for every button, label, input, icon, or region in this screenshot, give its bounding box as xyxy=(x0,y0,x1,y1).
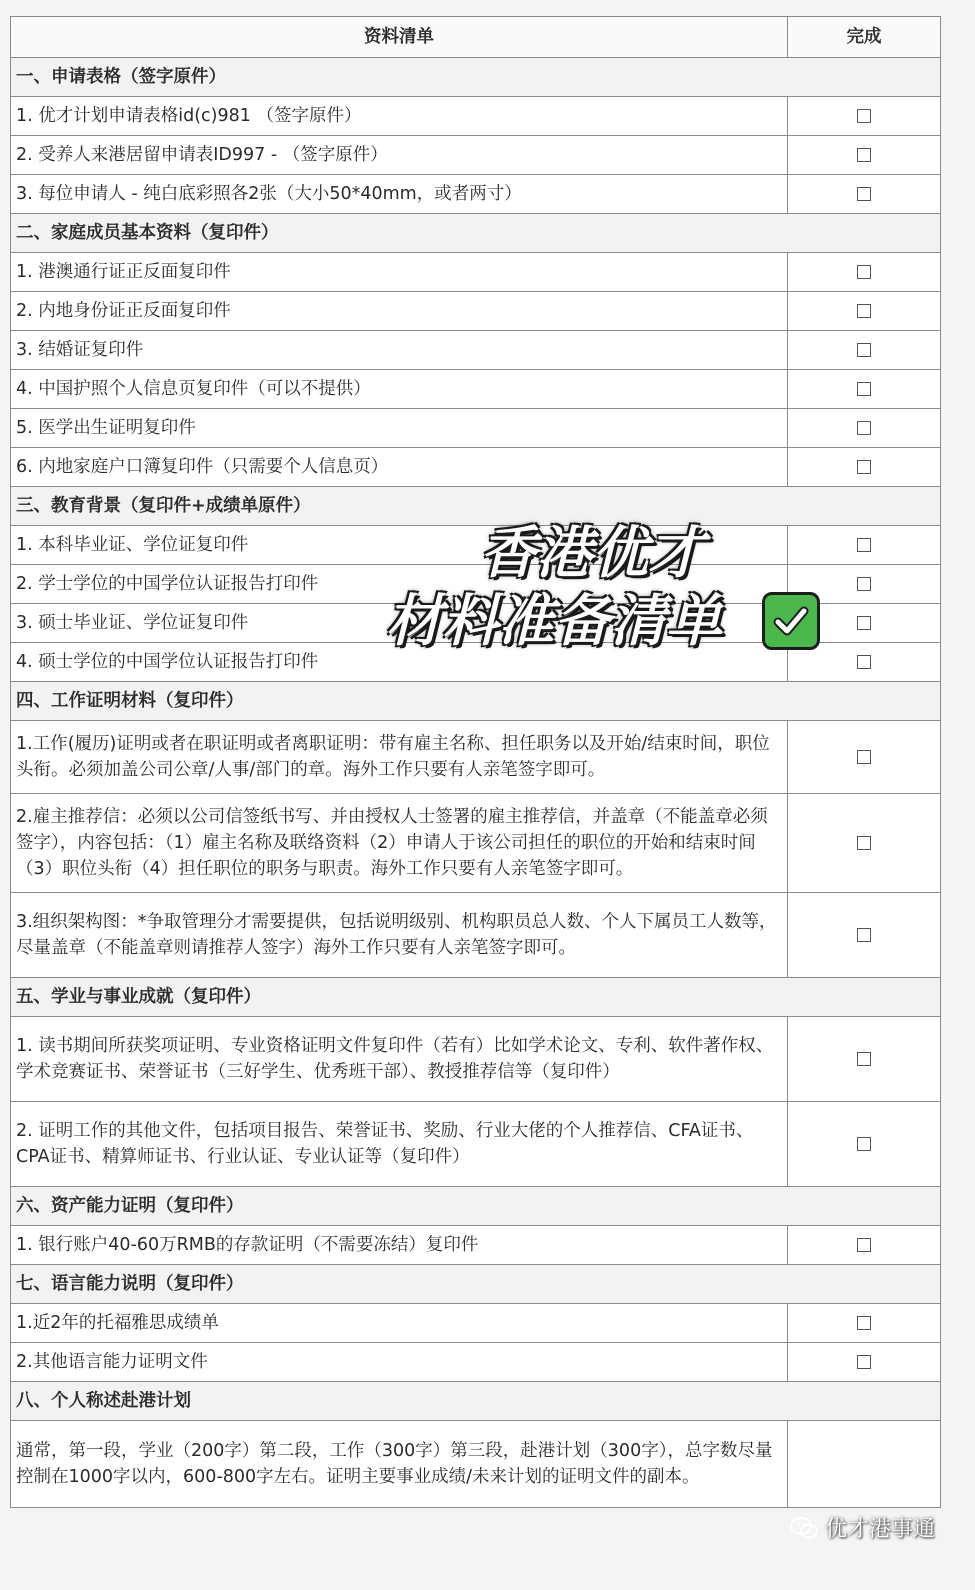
column-header-done: 完成 xyxy=(788,17,941,58)
list-item: 3. 结婚证复印件 xyxy=(11,331,788,370)
checkbox[interactable] xyxy=(857,187,871,201)
checkbox[interactable] xyxy=(857,538,871,552)
list-item: 1.工作(履历)证明或者在职证明或者离职证明：带有雇主名称、担任职务以及开始/结束时间，职位头衔。必须加盖公司公章/人事/部门的章。海外工作只要有人亲笔签字即可。 xyxy=(11,721,788,794)
list-item: 4. 硕士学位的中国学位认证报告打印件 xyxy=(11,643,788,682)
checkbox[interactable] xyxy=(857,1355,871,1369)
list-item: 1.近2年的托福雅思成绩单 xyxy=(11,1304,788,1343)
section-row-family-info xyxy=(11,214,941,253)
list-item: 1. 本科毕业证、学位证复印件 xyxy=(11,526,788,565)
checkbox[interactable] xyxy=(857,836,871,850)
watermark xyxy=(789,1512,935,1543)
table-header-row xyxy=(11,17,941,58)
section-title: 八、个人称述赴港计划 xyxy=(11,1382,788,1421)
checkbox[interactable] xyxy=(857,616,871,630)
list-item: 2. 内地身份证正反面复印件 xyxy=(11,292,788,331)
section-title: 三、教育背景（复印件+成绩单原件） xyxy=(11,487,788,526)
list-item: 5. 医学出生证明复印件 xyxy=(11,409,788,448)
list-item: 3.组织架构图：*争取管理分才需要提供，包括说明级别、机构职员总人数、个人下属员工人数等，尽量盖章（不能盖章则请推荐人签字）海外工作只要有人亲笔签字即可。 xyxy=(11,893,788,978)
watermark-text: 优才港事通 xyxy=(824,1517,935,1542)
list-item: 通常，第一段，学业（200字）第二段，工作（300字）第三段，赴港计划（300字），总字数尽量控制在1000字以内，600-800字左右。证明主要事业成绩/未来计划的证明文件的副本。 xyxy=(11,1421,788,1508)
list-item: 3. 硕士毕业证、学位证复印件 xyxy=(11,604,788,643)
column-header-items: 资料清单 xyxy=(11,17,788,58)
checkbox[interactable] xyxy=(857,750,871,764)
section-title: 四、工作证明材料（复印件） xyxy=(11,682,788,721)
checkbox[interactable] xyxy=(857,148,871,162)
checkbox[interactable] xyxy=(857,928,871,942)
checkbox[interactable] xyxy=(857,1238,871,1252)
checkbox[interactable] xyxy=(857,421,871,435)
checkbox[interactable] xyxy=(857,460,871,474)
list-item: 2. 学士学位的中国学位认证报告打印件 xyxy=(11,565,788,604)
section-row-achievements xyxy=(11,978,941,1017)
checkbox[interactable] xyxy=(857,1137,871,1151)
checkbox[interactable] xyxy=(857,343,871,357)
list-item: 6. 内地家庭户口簿复印件（只需要个人信息页） xyxy=(11,448,788,487)
list-item: 1. 优才计划申请表格id(c)981 （签字原件） xyxy=(11,97,788,136)
list-item: 1. 港澳通行证正反面复印件 xyxy=(11,253,788,292)
section-row-personal-statement xyxy=(11,1382,941,1421)
section-title: 一、申请表格（签字原件） xyxy=(11,58,788,97)
list-item: 1. 银行账户40-60万RMB的存款证明（不需要冻结）复印件 xyxy=(11,1226,788,1265)
section-title: 五、学业与事业成就（复印件） xyxy=(11,978,788,1017)
section-row-education xyxy=(11,487,941,526)
section-row-application-forms xyxy=(11,58,941,97)
section-title: 七、语言能力说明（复印件） xyxy=(11,1265,788,1304)
list-item: 2.其他语言能力证明文件 xyxy=(11,1343,788,1382)
checkbox[interactable] xyxy=(857,655,871,669)
list-item: 1. 读书期间所获奖项证明、专业资格证明文件复印件（若有）比如学术论文、专利、软件著作权、学术竞赛证书、荣誉证书（三好学生、优秀班干部）、教授推荐信等（复印件） xyxy=(11,1017,788,1102)
section-row-language xyxy=(11,1265,941,1304)
checkbox[interactable] xyxy=(857,109,871,123)
list-item: 2.雇主推荐信：必须以公司信签纸书写、并由授权人士签署的雇主推荐信，并盖章（不能盖章必须签字），内容包括：（1）雇主名称及联络资料（2）申请人于该公司担任的职位的开始和结束时间（3）职位头衔（4）担任职位的职务与职责。海外工作只要有人亲笔签字即可。 xyxy=(11,794,788,893)
list-item: 2. 证明工作的其他文件，包括项目报告、荣誉证书、奖励、行业大佬的个人推荐信、CFA证书、CPA证书、精算师证书、行业认证、专业认证等（复印件） xyxy=(11,1102,788,1187)
overlay-title-line2: 材料准备清单 xyxy=(386,588,722,654)
checkbox[interactable] xyxy=(857,577,871,591)
checkbox[interactable] xyxy=(857,382,871,396)
section-row-assets xyxy=(11,1187,941,1226)
list-item: 3. 每位申请人 - 纯白底彩照各2张（大小50*40mm，或者两寸） xyxy=(11,175,788,214)
section-title: 六、资产能力证明（复印件） xyxy=(11,1187,788,1226)
section-title: 二、家庭成员基本资料（复印件） xyxy=(11,214,788,253)
list-item: 2. 受养人来港居留申请表ID997 - （签字原件） xyxy=(11,136,788,175)
wechat-icon xyxy=(789,1515,819,1541)
list-item: 4. 中国护照个人信息页复印件（可以不提供） xyxy=(11,370,788,409)
checkbox[interactable] xyxy=(857,1052,871,1066)
checkbox[interactable] xyxy=(857,1316,871,1330)
checklist-table xyxy=(10,16,941,1508)
overlay-title-line1: 香港优才 xyxy=(480,520,704,586)
section-row-work-proof xyxy=(11,682,941,721)
checkbox[interactable] xyxy=(857,265,871,279)
checkbox[interactable] xyxy=(857,304,871,318)
